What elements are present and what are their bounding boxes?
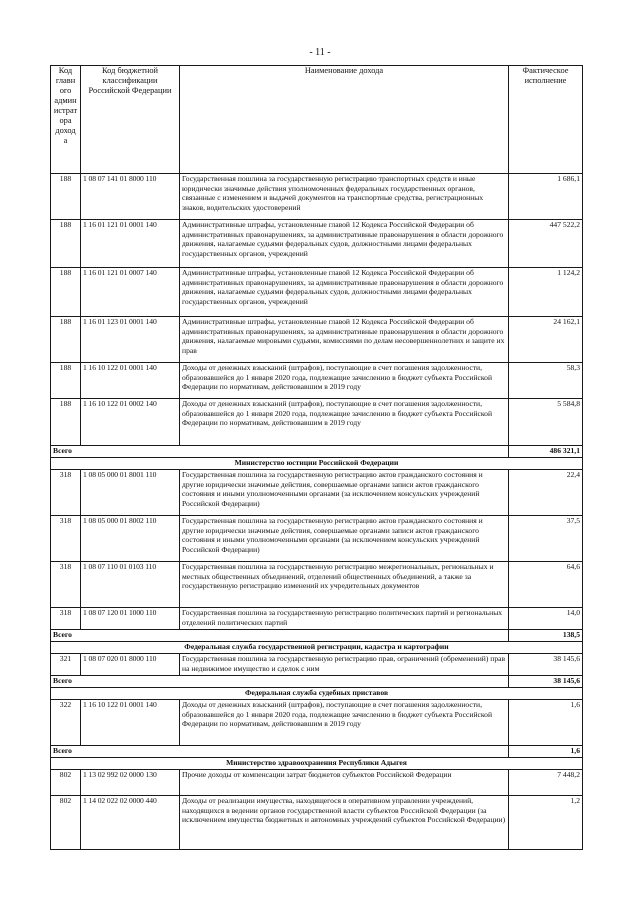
admin-code-cell: 318 — [51, 608, 81, 630]
section-title: Министерство юстиции Российской Федерации — [51, 458, 583, 470]
total-amount: 38 145,6 — [509, 676, 583, 688]
admin-code-cell: 188 — [51, 174, 81, 220]
income-name-cell: Доходы от денежных взысканий (штрафов), поступающие в счет погашения задолженности, образовавшейся до 1 января 2020 года, подлежащие зачислению в бюджет субъекта Российской Федерации по нормативам, действовавшим в 2019 году — [180, 399, 509, 446]
kbk-code-cell: 1 08 05 000 01 8001 110 — [81, 470, 180, 516]
section-title: Министерство здравоохранения Республики Адыгея — [51, 758, 583, 770]
kbk-code-cell: 1 08 07 141 01 8000 110 — [81, 174, 180, 220]
header-kbk: Код бюджетной классификации Российской Федерации — [81, 66, 180, 174]
kbk-code-cell: 1 13 02 992 02 0000 130 — [81, 770, 180, 796]
amount-cell: 1 686,1 — [509, 174, 583, 220]
total-row — [51, 746, 583, 758]
income-name-cell: Доходы от реализации имущества, находящегося в оперативном управлении учреждений, находящихся в ведении органов государственной власти субъектов Российской Федерации (за исключением имущества бюджетных и автономных учреждений субъектов Российской Федерации) — [180, 796, 509, 850]
table-row — [51, 700, 583, 746]
table-row — [51, 516, 583, 562]
header-admin-code: Код главн ого админ истрат ора доход а — [51, 66, 81, 174]
section-header-row — [51, 688, 583, 700]
income-name-cell: Доходы от денежных взысканий (штрафов), поступающие в счет погашения задолженности, образовавшейся до 1 января 2020 года, подлежащие зачислению в бюджет субъекта Российской Федерации по нормативам, действовавшим в 2019 году — [180, 363, 509, 399]
admin-code-cell: 321 — [51, 654, 81, 676]
total-row — [51, 676, 583, 688]
income-name-cell: Государственная пошлина за государственную регистрацию транспортных средств и иные юридически значимые действия уполномоченных федеральных государственных органов, связанные с изменением и выдачей документов на транспортные средства, регистрационных знаков, водительских удостоверений — [180, 174, 509, 220]
income-name-cell: Государственная пошлина за государственную регистрацию актов гражданского состояния и другие юридически значимые действия, совершаемые органами записи актов гражданского состояния и иными уполномоченными органами (за исключением консульских учреждений Российской Федерации) — [180, 470, 509, 516]
admin-code-cell: 318 — [51, 516, 81, 562]
total-amount: 1,6 — [509, 746, 583, 758]
amount-cell: 38 145,6 — [509, 654, 583, 676]
header-actual-execution: Фактическое исполнение — [509, 66, 583, 174]
income-name-cell: Государственная пошлина за государственную регистрацию прав, ограничений (обременений) прав на недвижимое имущество и сделок с ним — [180, 654, 509, 676]
table-body — [51, 174, 583, 850]
admin-code-cell: 188 — [51, 317, 81, 363]
table-row — [51, 220, 583, 268]
income-name-cell: Государственная пошлина за государственную регистрацию актов гражданского состояния и другие юридически значимые действия, совершаемые органами записи актов гражданского состояния и иными уполномоченными органами (за исключением консульских учреждений Российской Федерации) — [180, 516, 509, 562]
kbk-code-cell: 1 08 07 110 01 0103 110 — [81, 562, 180, 608]
amount-cell: 37,5 — [509, 516, 583, 562]
section-header-row — [51, 458, 583, 470]
kbk-code-cell: 1 08 07 120 01 1000 110 — [81, 608, 180, 630]
section-title: Федеральная служба судебных приставов — [51, 688, 583, 700]
total-row — [51, 446, 583, 458]
table-row — [51, 470, 583, 516]
admin-code-cell: 188 — [51, 220, 81, 268]
admin-code-cell: 188 — [51, 268, 81, 317]
kbk-code-cell: 1 08 05 000 01 8002 110 — [81, 516, 180, 562]
amount-cell: 64,6 — [509, 562, 583, 608]
admin-code-cell: 318 — [51, 470, 81, 516]
total-amount: 138,5 — [509, 630, 583, 642]
revenue-table — [50, 65, 583, 850]
table-row — [51, 770, 583, 796]
total-label: Всего — [51, 630, 509, 642]
section-header-row — [51, 758, 583, 770]
kbk-code-cell: 1 16 01 123 01 0001 140 — [81, 317, 180, 363]
amount-cell: 1,2 — [509, 796, 583, 850]
admin-code-cell: 322 — [51, 700, 81, 746]
income-name-cell: Административные штрафы, установленные главой 12 Кодекса Российской Федерации об административных правонарушениях, за административные правонарушения в области дорожного движения, налагаемые мировыми судьями, комиссиями по делам несовершеннолетних и защите их прав — [180, 317, 509, 363]
kbk-code-cell: 1 16 10 122 01 0001 140 — [81, 363, 180, 399]
admin-code-cell: 188 — [51, 399, 81, 446]
amount-cell: 5 584,8 — [509, 399, 583, 446]
table-row — [51, 174, 583, 220]
table-row — [51, 796, 583, 850]
income-name-cell: Административные штрафы, установленные главой 12 Кодекса Российской Федерации об административных правонарушениях, за административные правонарушения в области дорожного движения, налагаемые судьями федеральных судов, должностными лицами федеральных государственных органов, учреждений — [180, 220, 509, 268]
amount-cell: 1,6 — [509, 700, 583, 746]
total-row — [51, 630, 583, 642]
amount-cell: 447 522,2 — [509, 220, 583, 268]
section-header-row — [51, 642, 583, 654]
kbk-code-cell: 1 16 10 122 01 0001 140 — [81, 700, 180, 746]
kbk-code-cell: 1 16 01 121 01 0007 140 — [81, 268, 180, 317]
admin-code-cell: 318 — [51, 562, 81, 608]
income-name-cell: Государственная пошлина за государственную регистрацию межрегиональных, региональных и местных общественных объединений, отделений общественных объединений, а также за государственную регистрацию изменений их учредительных документов — [180, 562, 509, 608]
table-row — [51, 562, 583, 608]
table-row — [51, 363, 583, 399]
total-label: Всего — [51, 446, 509, 458]
kbk-code-cell: 1 14 02 022 02 0000 440 — [81, 796, 180, 850]
total-label: Всего — [51, 676, 509, 688]
amount-cell: 7 448,2 — [509, 770, 583, 796]
admin-code-cell: 802 — [51, 796, 81, 850]
amount-cell: 24 162,1 — [509, 317, 583, 363]
amount-cell: 14,0 — [509, 608, 583, 630]
total-amount: 486 321,1 — [509, 446, 583, 458]
income-name-cell: Прочие доходы от компенсации затрат бюджетов субъектов Российской Федерации — [180, 770, 509, 796]
table-row — [51, 268, 583, 317]
income-name-cell: Административные штрафы, установленные главой 12 Кодекса Российской Федерации об административных правонарушениях, за административные правонарушения в области дорожного движения, налагаемые судьями федеральных судов, должностными лицами федеральных государственных органов, учреждений — [180, 268, 509, 317]
kbk-code-cell: 1 16 01 121 01 0001 140 — [81, 220, 180, 268]
kbk-code-cell: 1 08 07 020 01 8000 110 — [81, 654, 180, 676]
kbk-code-cell: 1 16 10 122 01 0002 140 — [81, 399, 180, 446]
amount-cell: 1 124,2 — [509, 268, 583, 317]
amount-cell: 22,4 — [509, 470, 583, 516]
section-title: Федеральная служба государственной регистрации, кадастра и картографии — [51, 642, 583, 654]
admin-code-cell: 802 — [51, 770, 81, 796]
table-row — [51, 608, 583, 630]
table-row — [51, 317, 583, 363]
income-name-cell: Государственная пошлина за государственную регистрацию политических партий и региональных отделений политических партий — [180, 608, 509, 630]
income-name-cell: Доходы от денежных взысканий (штрафов), поступающие в счет погашения задолженности, образовавшейся до 1 января 2020 года, подлежащие зачислению в бюджет субъекта Российской Федерации по нормативам, действовавшим в 2019 году — [180, 700, 509, 746]
total-label: Всего — [51, 746, 509, 758]
page-number: - 11 - — [309, 47, 331, 58]
header-income-name: Наименование дохода — [180, 66, 509, 174]
table-row — [51, 399, 583, 446]
table-row — [51, 654, 583, 676]
amount-cell: 58,3 — [509, 363, 583, 399]
admin-code-cell: 188 — [51, 363, 81, 399]
table-header-row — [51, 66, 583, 174]
